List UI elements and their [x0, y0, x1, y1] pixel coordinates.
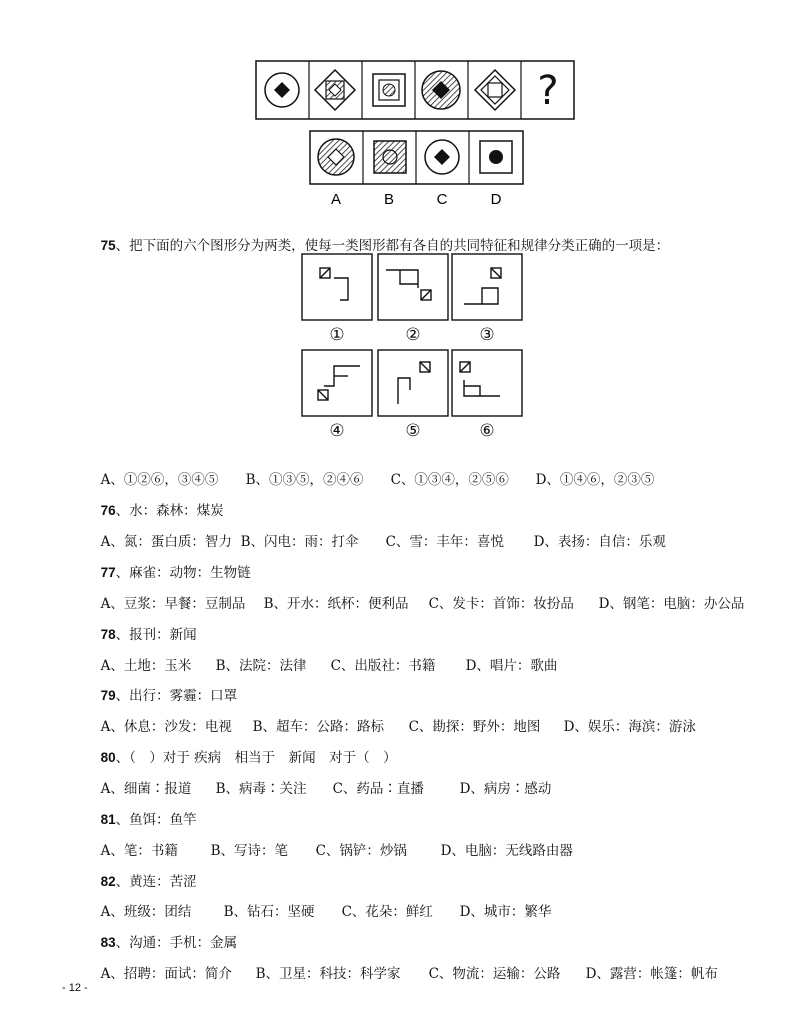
answer-cell-c	[425, 140, 459, 174]
answer-figure	[309, 130, 524, 210]
question-75-stem	[92, 219, 669, 255]
answer-cell-b	[374, 141, 406, 173]
answer-label-c: C	[436, 191, 448, 208]
q75-fig-5	[398, 362, 430, 404]
seq-cell-3	[373, 74, 405, 106]
question-text: 、鱼饵：鱼竿	[115, 812, 197, 828]
q75-fig-1	[320, 268, 348, 300]
question-text: 、麻雀：动物：生物链	[115, 565, 251, 581]
option-c[interactable]: C、勘探：野外：地图	[408, 719, 541, 735]
option-c[interactable]: C、花朵：鲜红	[341, 904, 433, 920]
option-b[interactable]: B、开水：纸杯：便利品	[263, 596, 409, 612]
q75-label-6: ⑥	[479, 421, 495, 441]
q75-label-2: ②	[405, 325, 421, 345]
option-b[interactable]: B、法院：法律	[215, 658, 307, 674]
question-text: 、报刊：新闻	[115, 627, 197, 643]
seq-cell-4	[422, 71, 460, 109]
question-number: 78	[100, 627, 116, 642]
q75-fig-3	[464, 268, 501, 304]
question-number: 83	[100, 935, 116, 950]
q75-label-1: ①	[329, 325, 345, 345]
question-number: 80	[100, 750, 116, 765]
option-c[interactable]: C、①③④，②⑤⑥	[390, 472, 509, 488]
q75-fig-6	[460, 362, 500, 396]
option-d[interactable]: D、唱片：歌曲	[465, 658, 558, 674]
q75-label-3: ③	[479, 325, 495, 345]
option-c[interactable]: C、出版社：书籍	[330, 658, 436, 674]
option-d[interactable]: D、①④⑥，②③⑤	[535, 472, 655, 488]
option-d[interactable]: D、表扬：自信：乐观	[533, 534, 666, 550]
seq-cell-1	[265, 73, 299, 107]
question-text: 、沟通：手机：金属	[115, 935, 238, 951]
option-b[interactable]: B、超车：公路：路标	[252, 719, 385, 735]
option-d[interactable]: D、钢笔：电脑：办公品	[598, 596, 745, 612]
answer-label-d: D	[490, 191, 502, 208]
answer-label-a: A	[330, 191, 342, 208]
question-text: 、把下面的六个图形分为两类，使每一类图形都有各自的共同特征和规律分类正确的一项是：	[115, 238, 670, 254]
question-number: 81	[100, 812, 116, 827]
option-a[interactable]: A、氮：蛋白质：智力	[100, 534, 232, 550]
option-d[interactable]: D、娱乐：海滨：游泳	[563, 719, 696, 735]
question-text: 、黄连：苦涩	[115, 874, 197, 890]
option-c[interactable]: C、药品∶直播	[332, 781, 424, 797]
option-d[interactable]: D、电脑：无线路由器	[440, 843, 573, 859]
option-b[interactable]: B、闪电：雨：打伞	[240, 534, 359, 550]
question-text: 、水：森林：煤炭	[115, 503, 224, 519]
question-number: 82	[100, 874, 116, 889]
option-a[interactable]: A、土地：玉米	[100, 658, 192, 674]
option-b[interactable]: B、①③⑤，②④⑥	[245, 472, 364, 488]
page-number: - 12 -	[62, 982, 88, 994]
question-number: 79	[100, 688, 116, 703]
option-a[interactable]: A、豆浆：早餐：豆制品	[100, 596, 246, 612]
question-text: 、出行：雾霾：口罩	[115, 688, 238, 704]
sequence-figure	[255, 60, 575, 120]
q75-fig-4	[318, 366, 360, 400]
question-number: 76	[100, 503, 116, 518]
option-a[interactable]: A、招聘：面试：简介	[100, 966, 232, 982]
option-d[interactable]: D、露营：帐篷：帆布	[585, 966, 718, 982]
option-a[interactable]: A、笔：书籍	[100, 843, 178, 859]
q75-figure-grid	[300, 252, 525, 442]
answer-label-b: B	[383, 191, 395, 208]
option-b[interactable]: B、卫星：科技：科学家	[255, 966, 401, 982]
q75-label-5: ⑤	[405, 421, 421, 441]
question-83-options	[92, 947, 718, 983]
option-c[interactable]: C、物流：运输：公路	[428, 966, 561, 982]
option-b[interactable]: B、钻石：坚硬	[223, 904, 315, 920]
question-number: 77	[100, 565, 116, 580]
option-a[interactable]: A、班级：团结	[100, 904, 192, 920]
option-b[interactable]: B、病毒∶关注	[215, 781, 307, 797]
option-b[interactable]: B、写诗：笔	[210, 843, 289, 859]
answer-cell-a	[318, 139, 354, 175]
question-number: 75	[100, 238, 116, 253]
q75-fig-2	[386, 270, 431, 300]
option-c[interactable]: C、雪：丰年：喜悦	[385, 534, 504, 550]
option-d[interactable]: D、城市：繁华	[459, 904, 552, 920]
q75-label-4: ④	[329, 421, 345, 441]
option-d[interactable]: D、病房∶感动	[459, 781, 552, 797]
question-mark: ?	[537, 68, 559, 114]
option-c[interactable]: C、锅铲：炒锅	[315, 843, 407, 859]
option-c[interactable]: C、发卡：首饰：妆扮品	[428, 596, 574, 612]
question-text: 、（ ）对于 疾病 相当于 新闻 对于（ ）	[115, 750, 397, 766]
option-a[interactable]: A、休息：沙发：电视	[100, 719, 232, 735]
option-a[interactable]: A、细菌∶报道	[100, 781, 192, 797]
answer-cell-d	[480, 141, 512, 173]
option-a[interactable]: A、①②⑥，③④⑤	[100, 472, 219, 488]
